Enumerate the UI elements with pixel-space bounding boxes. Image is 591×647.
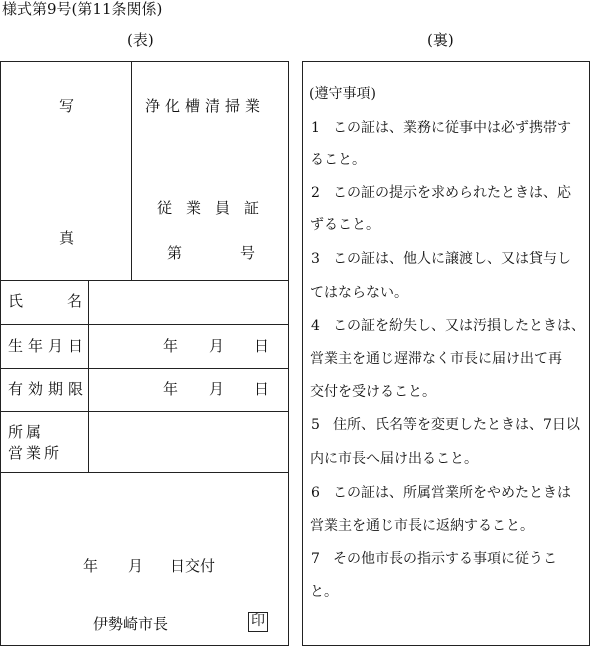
business-type: 浄化槽清掃業 (145, 97, 266, 115)
item-4-line3: 交付を受けること。 (310, 384, 436, 400)
item-6-line2: 営業主を通じ市長に返納すること。 (310, 518, 534, 534)
rule-row1 (1, 324, 288, 325)
item-6-no: 6 (311, 485, 320, 501)
item-5-line1: 住所、氏名等を変更したときは、7日以 (333, 417, 580, 433)
photo-label-bottom: 真 (59, 229, 75, 247)
label-name-char-1: 名 (66, 292, 82, 310)
item-5-line2: 内に市長へ届け出ること。 (310, 451, 478, 467)
rule-row3 (1, 411, 288, 412)
label-birthdate: 生年月日 (8, 337, 89, 355)
form-caption: 様式第9号(第11条関係) (2, 0, 163, 18)
photo-divider (131, 62, 132, 280)
item-7-no: 7 (311, 551, 320, 567)
birth-year-unit: 年 (163, 337, 179, 355)
issuer: 伊勢崎市長 (93, 615, 169, 633)
number-prefix: 第 (167, 244, 183, 262)
label-name-char-0: 氏 (8, 292, 24, 310)
expiry-day-unit: 日 (254, 380, 270, 398)
item-3-line2: てはならない。 (310, 285, 408, 301)
rule-row4 (1, 472, 288, 473)
issue-day: 日交付 (170, 557, 216, 575)
item-3-line1: この証は、他人に譲渡し、又は貸与し (333, 251, 571, 267)
photo-label-top: 写 (59, 97, 75, 115)
label-expiry: 有効期限 (8, 380, 89, 398)
item-2-line1: この証の提示を求められたときは、応 (333, 185, 571, 201)
item-2-line2: ずること。 (310, 217, 380, 233)
notes-title: (遵守事項) (309, 86, 376, 102)
birth-month-unit: 月 (209, 337, 225, 355)
seal-mark: 印 (251, 613, 265, 629)
item-6-line1: この証は、所属営業所をやめたときは (333, 485, 571, 501)
issue-year: 年 (83, 557, 99, 575)
label-office-line1: 所属 (8, 423, 45, 441)
front-heading: (表) (127, 31, 154, 49)
item-4-no: 4 (311, 318, 320, 334)
label-name (8, 292, 82, 310)
item-7-line2: と。 (310, 584, 338, 600)
item-7-line1: その他市長の指示する事項に従うこ (333, 551, 557, 567)
seal-box (248, 612, 268, 632)
back-heading: (裏) (427, 31, 454, 49)
rule-top (1, 280, 288, 281)
item-1-line2: ること。 (310, 152, 366, 168)
card-title: 従業員証 (157, 199, 274, 217)
issue-month: 月 (128, 557, 144, 575)
expiry-month-unit: 月 (209, 380, 225, 398)
birth-day-unit: 日 (254, 337, 270, 355)
item-2-no: 2 (311, 185, 320, 201)
item-4-line1: この証を紛失し、又は汚損したときは、 (333, 318, 585, 334)
item-3-no: 3 (311, 251, 320, 267)
item-4-line2: 営業主を通じ遅滞なく市長に届け出て再 (310, 351, 562, 367)
label-office-line2: 営業所 (8, 444, 63, 462)
rule-row2 (1, 368, 288, 369)
number-suffix: 号 (240, 244, 256, 262)
item-5-no: 5 (311, 417, 320, 433)
item-1-line1: この証は、業務に従事中は必ず携帯す (333, 120, 571, 136)
expiry-year-unit: 年 (163, 380, 179, 398)
label-divider (88, 281, 89, 472)
item-1-no: 1 (311, 120, 320, 136)
